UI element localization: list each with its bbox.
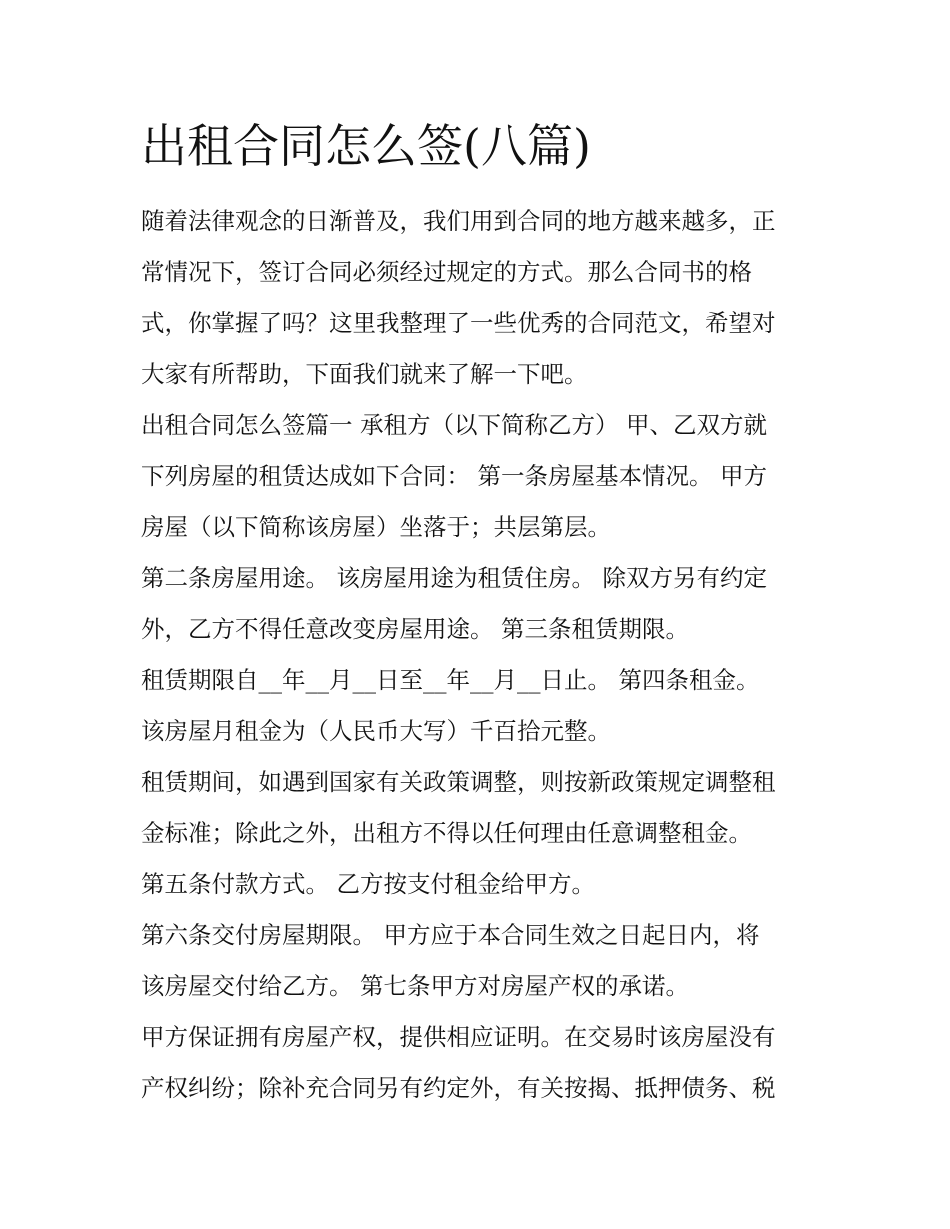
document-title: 出租合同怎么签(八篇) (141, 119, 591, 173)
text-line: 产权纠纷；除补充合同另有约定外，有关按揭、抵押债务、税 (141, 1074, 776, 1102)
text-line: 第五条付款方式。 乙方按支付租金给甲方。 (141, 870, 595, 898)
text-line: 第二条房屋用途。 该房屋用途为租赁住房。 除双方另有约定 (141, 564, 767, 592)
text-line: 金标准；除此之外，出租方不得以任何理由任意调整租金。 (141, 819, 752, 847)
document-body (141, 196, 821, 1114)
text-line: 外，乙方不得任意改变房屋用途。 第三条租赁期限。 (141, 615, 689, 643)
text-line: 甲方保证拥有房屋产权，提供相应证明。在交易时该房屋没有 (141, 1023, 776, 1051)
text-line: 房屋（以下简称该房屋）坐落于；共层第层。 (141, 513, 611, 541)
text-line: 随着法律观念的日渐普及，我们用到合同的地方越来越多，正 (141, 207, 776, 235)
text-line: 式，你掌握了吗？这里我整理了一些优秀的合同范文，希望对 (141, 309, 776, 337)
text-line: 常情况下，签订合同必须经过规定的方式。那么合同书的格 (141, 258, 752, 286)
text-line: 大家有所帮助，下面我们就来了解一下吧。 (141, 360, 588, 388)
text-line: 该房屋月租金为（人民币大写）千百拾元整。 (141, 717, 611, 745)
text-line: 出租合同怎么签篇一 承租方（以下简称乙方） 甲、乙双方就 (141, 411, 767, 439)
text-line: 该房屋交付给乙方。 第七条甲方对房屋产权的承诺。 (141, 972, 689, 1000)
text-line: 租赁期间，如遇到国家有关政策调整，则按新政策规定调整租 (141, 768, 776, 796)
text-line: 下列房屋的租赁达成如下合同： 第一条房屋基本情况。 甲方 (141, 462, 767, 490)
text-line: 第六条交付房屋期限。 甲方应于本合同生效之日起日内，将 (141, 921, 760, 949)
text-line: 租赁期限自__年__月__日至__年__月__日止。 第四条租金。 (141, 666, 760, 694)
